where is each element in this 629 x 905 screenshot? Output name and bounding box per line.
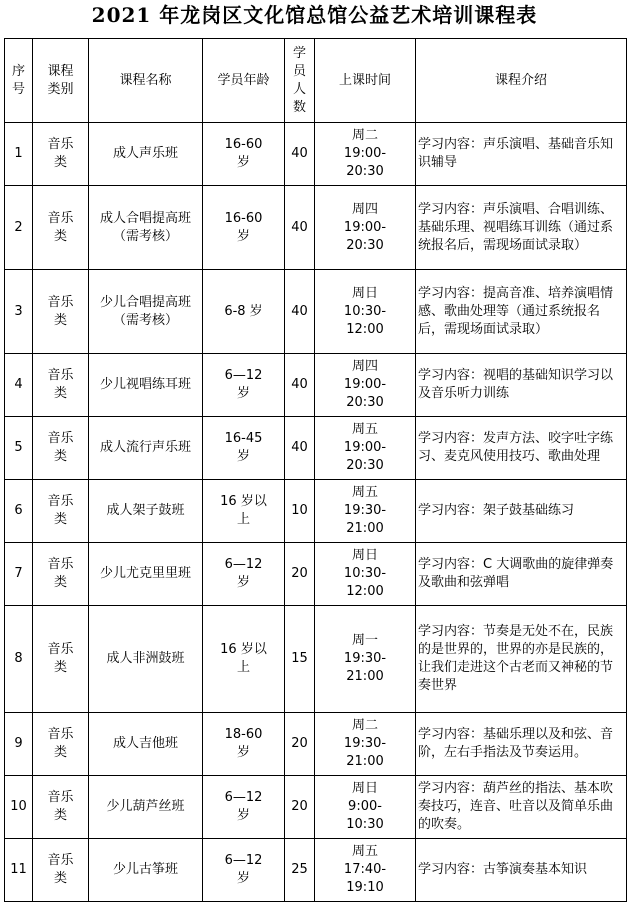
header-row: [5, 39, 627, 123]
row-time: [315, 543, 416, 606]
row-category: 音乐类: [33, 606, 89, 713]
row-intro: 学习内容：C 大调歌曲的旋律弹奏及歌曲和弦弹唱: [416, 543, 627, 606]
row-category: 音乐类: [33, 839, 89, 902]
header-intro: 课程介绍: [416, 39, 627, 123]
row-intro: 学习内容：葫芦丝的指法、基本吹奏技巧，连音、吐音以及简单乐曲的吹奏。: [416, 776, 627, 839]
header-age: 学员年龄: [203, 39, 285, 123]
row-age: 6-8 岁: [203, 270, 285, 354]
row-day: 周一: [351, 633, 378, 648]
row-category: 音乐类: [33, 354, 89, 417]
row-course-name: 成人合唱提高班（需考核）: [89, 186, 203, 270]
row-time-range: 19:30-21:00: [343, 736, 387, 769]
row-no: 4: [5, 354, 33, 417]
row-category: 音乐类: [33, 270, 89, 354]
table-row: [5, 839, 627, 902]
row-count: 15: [285, 606, 315, 713]
page-title: 2021 年龙岗区文化馆总馆公益艺术培训课程表: [91, 3, 538, 27]
header-category: 课程类别: [33, 39, 89, 123]
row-no: 3: [5, 270, 33, 354]
row-intro: 学习内容：架子鼓基础练习: [416, 480, 627, 543]
row-time-range: 19:00-20:30: [343, 146, 387, 179]
row-age: 16-60岁: [203, 186, 285, 270]
row-no: 8: [5, 606, 33, 713]
row-age: 16 岁以上: [203, 480, 285, 543]
row-time-range: 19:00-20:30: [343, 377, 387, 410]
row-course-name: 成人流行声乐班: [89, 417, 203, 480]
table-row: [5, 543, 627, 606]
row-course-name: 成人非洲鼓班: [89, 606, 203, 713]
row-course-name: 少儿尤克里里班: [89, 543, 203, 606]
row-time-range: 19:00-20:30: [343, 440, 387, 473]
row-age: 18-60岁: [203, 713, 285, 776]
row-count: 40: [285, 123, 315, 186]
row-course-name: 少儿古筝班: [89, 839, 203, 902]
row-intro: 学习内容：视唱的基础知识学习以及音乐听力训练: [416, 354, 627, 417]
row-age: 16-45岁: [203, 417, 285, 480]
row-time: [315, 270, 416, 354]
row-day: 周四: [351, 359, 378, 374]
row-intro: 学习内容：声乐演唱、基础音乐知识辅导: [416, 123, 627, 186]
row-time: [315, 354, 416, 417]
row-count: 40: [285, 186, 315, 270]
row-count: 20: [285, 543, 315, 606]
row-time-range: 17:40-19:10: [343, 862, 387, 895]
row-category: 音乐类: [33, 776, 89, 839]
row-count: 20: [285, 713, 315, 776]
row-time: [315, 776, 416, 839]
row-day: 周五: [351, 485, 378, 500]
row-time: [315, 480, 416, 543]
row-no: 6: [5, 480, 33, 543]
row-day: 周五: [351, 422, 378, 437]
row-count: 40: [285, 354, 315, 417]
row-day: 周二: [351, 128, 378, 143]
row-time-range: 10:30-12:00: [343, 303, 387, 337]
row-time: [315, 606, 416, 713]
row-time-range: 10:30-12:00: [343, 566, 387, 599]
row-day: 周五: [351, 844, 378, 859]
row-category: 音乐类: [33, 123, 89, 186]
row-time: [315, 186, 416, 270]
row-count: 40: [285, 270, 315, 354]
row-no: 7: [5, 543, 33, 606]
row-no: 2: [5, 186, 33, 270]
header-count: 学员人数: [285, 39, 315, 123]
row-day: 周日: [351, 548, 378, 563]
row-category: 音乐类: [33, 543, 89, 606]
row-age: 16 岁以上: [203, 606, 285, 713]
row-time: [315, 839, 416, 902]
row-count: 40: [285, 417, 315, 480]
row-no: 11: [5, 839, 33, 902]
row-day: 周四: [351, 201, 378, 217]
row-intro: 学习内容：提高音准、培养演唱情感、歌曲处理等（通过系统报名后，需现场面试录取）: [416, 270, 627, 354]
table-row: [5, 713, 627, 776]
row-intro: 学习内容：发声方法、咬字吐字练习、麦克风使用技巧、歌曲处理: [416, 417, 627, 480]
row-count: 25: [285, 839, 315, 902]
row-age: 6—12岁: [203, 543, 285, 606]
row-intro: 学习内容：基础乐理以及和弦、音阶，左右手指法及节奏运用。: [416, 713, 627, 776]
row-course-name: 少儿合唱提高班（需考核）: [89, 270, 203, 354]
table-row: [5, 354, 627, 417]
table-row: [5, 270, 627, 354]
row-intro: 学习内容：节奏是无处不在，民族的是世界的，世界的亦是民族的，让我们走进这个古老而又神秘的节奏世界: [416, 606, 627, 713]
row-count: 10: [285, 480, 315, 543]
table-row: [5, 417, 627, 480]
table-row: [5, 606, 627, 713]
row-no: 9: [5, 713, 33, 776]
row-day: 周日: [351, 285, 378, 301]
row-category: 音乐类: [33, 713, 89, 776]
row-category: 音乐类: [33, 417, 89, 480]
header-no: 序号: [5, 39, 33, 123]
row-count: 20: [285, 776, 315, 839]
table-row: [5, 480, 627, 543]
table-row: [5, 186, 627, 270]
row-day: 周二: [351, 718, 378, 733]
row-time: [315, 417, 416, 480]
row-no: 5: [5, 417, 33, 480]
row-category: 音乐类: [33, 480, 89, 543]
row-time-range: 19:00-20:30: [343, 219, 387, 253]
row-intro: 学习内容：古筝演奏基本知识: [416, 839, 627, 902]
header-name: 课程名称: [89, 39, 203, 123]
row-age: 6—12岁: [203, 354, 285, 417]
row-course-name: 成人架子鼓班: [89, 480, 203, 543]
row-category: 音乐类: [33, 186, 89, 270]
row-no: 1: [5, 123, 33, 186]
header-time: 上课时间: [315, 39, 416, 123]
row-time-range: 19:30-21:00: [343, 503, 387, 536]
row-time-range: 19:30-21:00: [343, 651, 387, 684]
row-course-name: 少儿视唱练耳班: [89, 354, 203, 417]
row-time-range: 9:00-10:30: [346, 799, 384, 832]
row-course-name: 少儿葫芦丝班: [89, 776, 203, 839]
row-age: 16-60岁: [203, 123, 285, 186]
row-age: 6—12岁: [203, 776, 285, 839]
table-row: [5, 776, 627, 839]
row-course-name: 成人吉他班: [89, 713, 203, 776]
row-age: 6—12岁: [203, 839, 285, 902]
table-row: [5, 123, 627, 186]
row-intro: 学习内容：声乐演唱、合唱训练、基础乐理、视唱练耳训练（通过系统报名后，需现场面试录取）: [416, 186, 627, 270]
row-time: [315, 713, 416, 776]
course-schedule-table: [4, 38, 627, 902]
row-no: 10: [5, 776, 33, 839]
row-day: 周日: [351, 781, 378, 796]
row-time: [315, 123, 416, 186]
row-course-name: 成人声乐班: [89, 123, 203, 186]
